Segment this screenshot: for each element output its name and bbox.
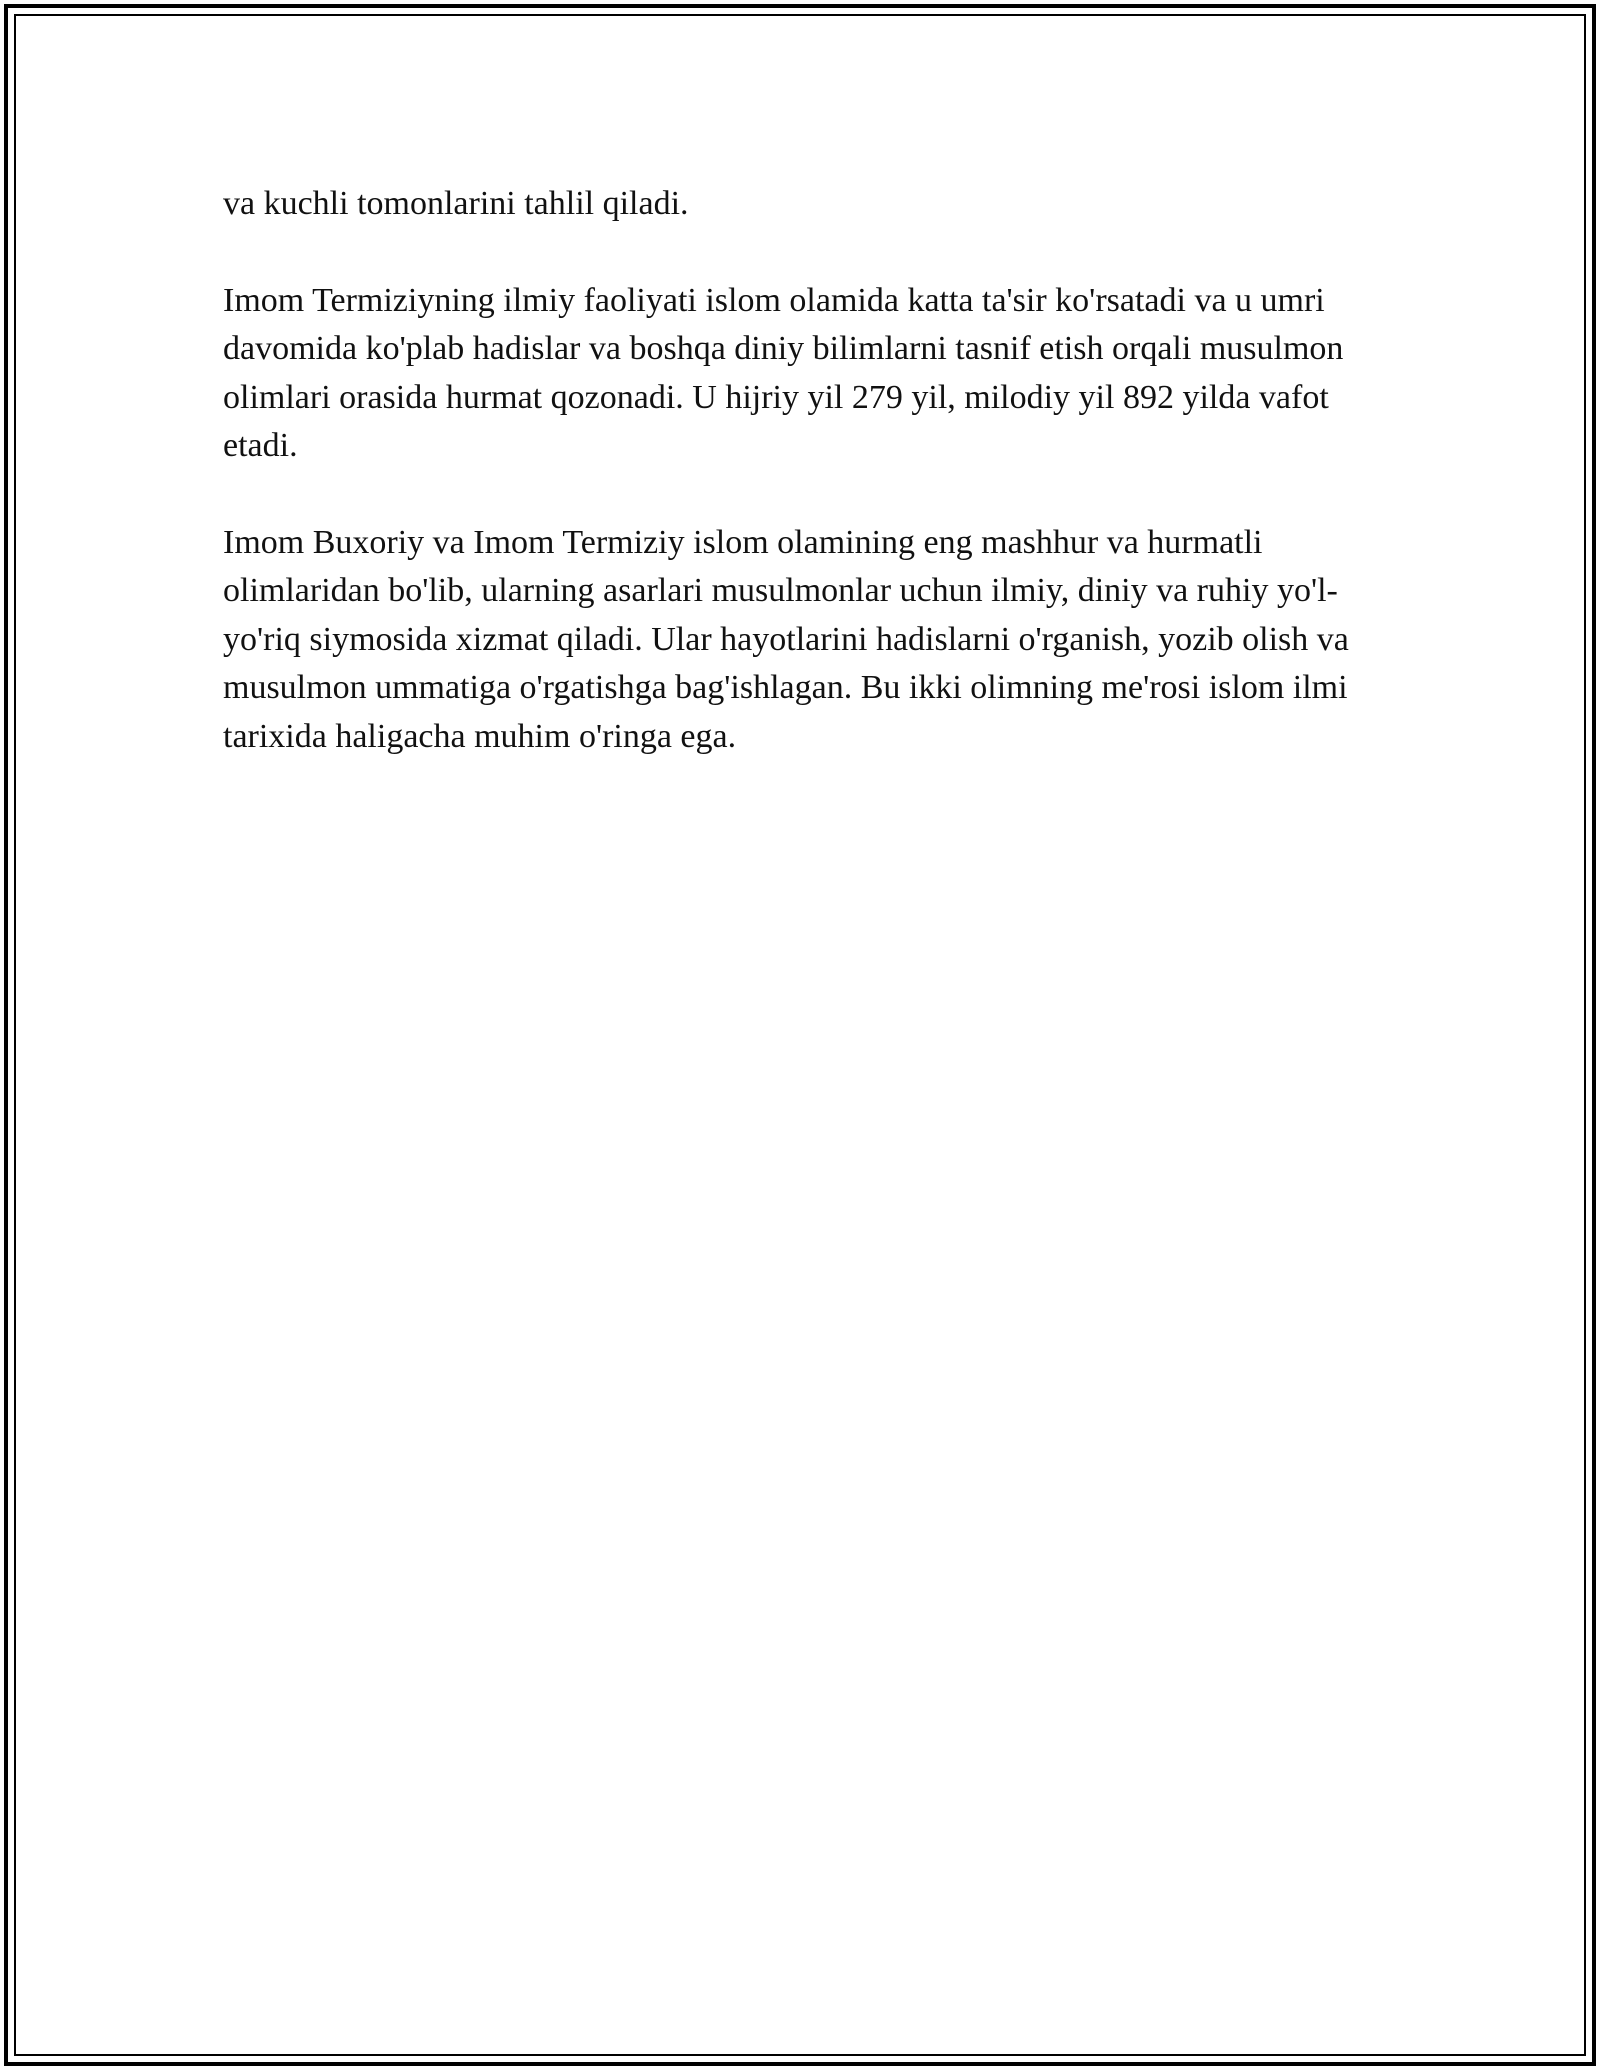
- paragraph: va kuchli tomonlarini tahlil qiladi.: [223, 185, 689, 222]
- paragraph: Imom Termiziyning ilmiy faoliyati islom olamida katta ta'sir ko'rsatadi va u umri davomida ko'plab hadislar va boshqa diniy bilimlarni tasnif etish orqali musulmon olimlari orasida hurmat qozonadi. U hijriy yil 279 yil, milodiy yil 892 yilda vafot etadi.: [223, 281, 1344, 464]
- paragraph: Imom Buxoriy va Imom Termiziy islom olamining eng mashhur va hurmatli olimlaridan bo'lib, ularning asarlari musulmonlar uchun ilmiy, diniy va ruhiy yo'l-yo'riq siymosida xizmat qiladi. Ular hayotlarini hadislarni o'rganish, yozib olish va musulmon ummatiga o'rgatishga bag'ishlagan. Bu ikki olimning me'rosi islom ilmi tarixida haligacha muhim o'ringa ega.: [223, 523, 1349, 755]
- document-body: [223, 180, 1383, 809]
